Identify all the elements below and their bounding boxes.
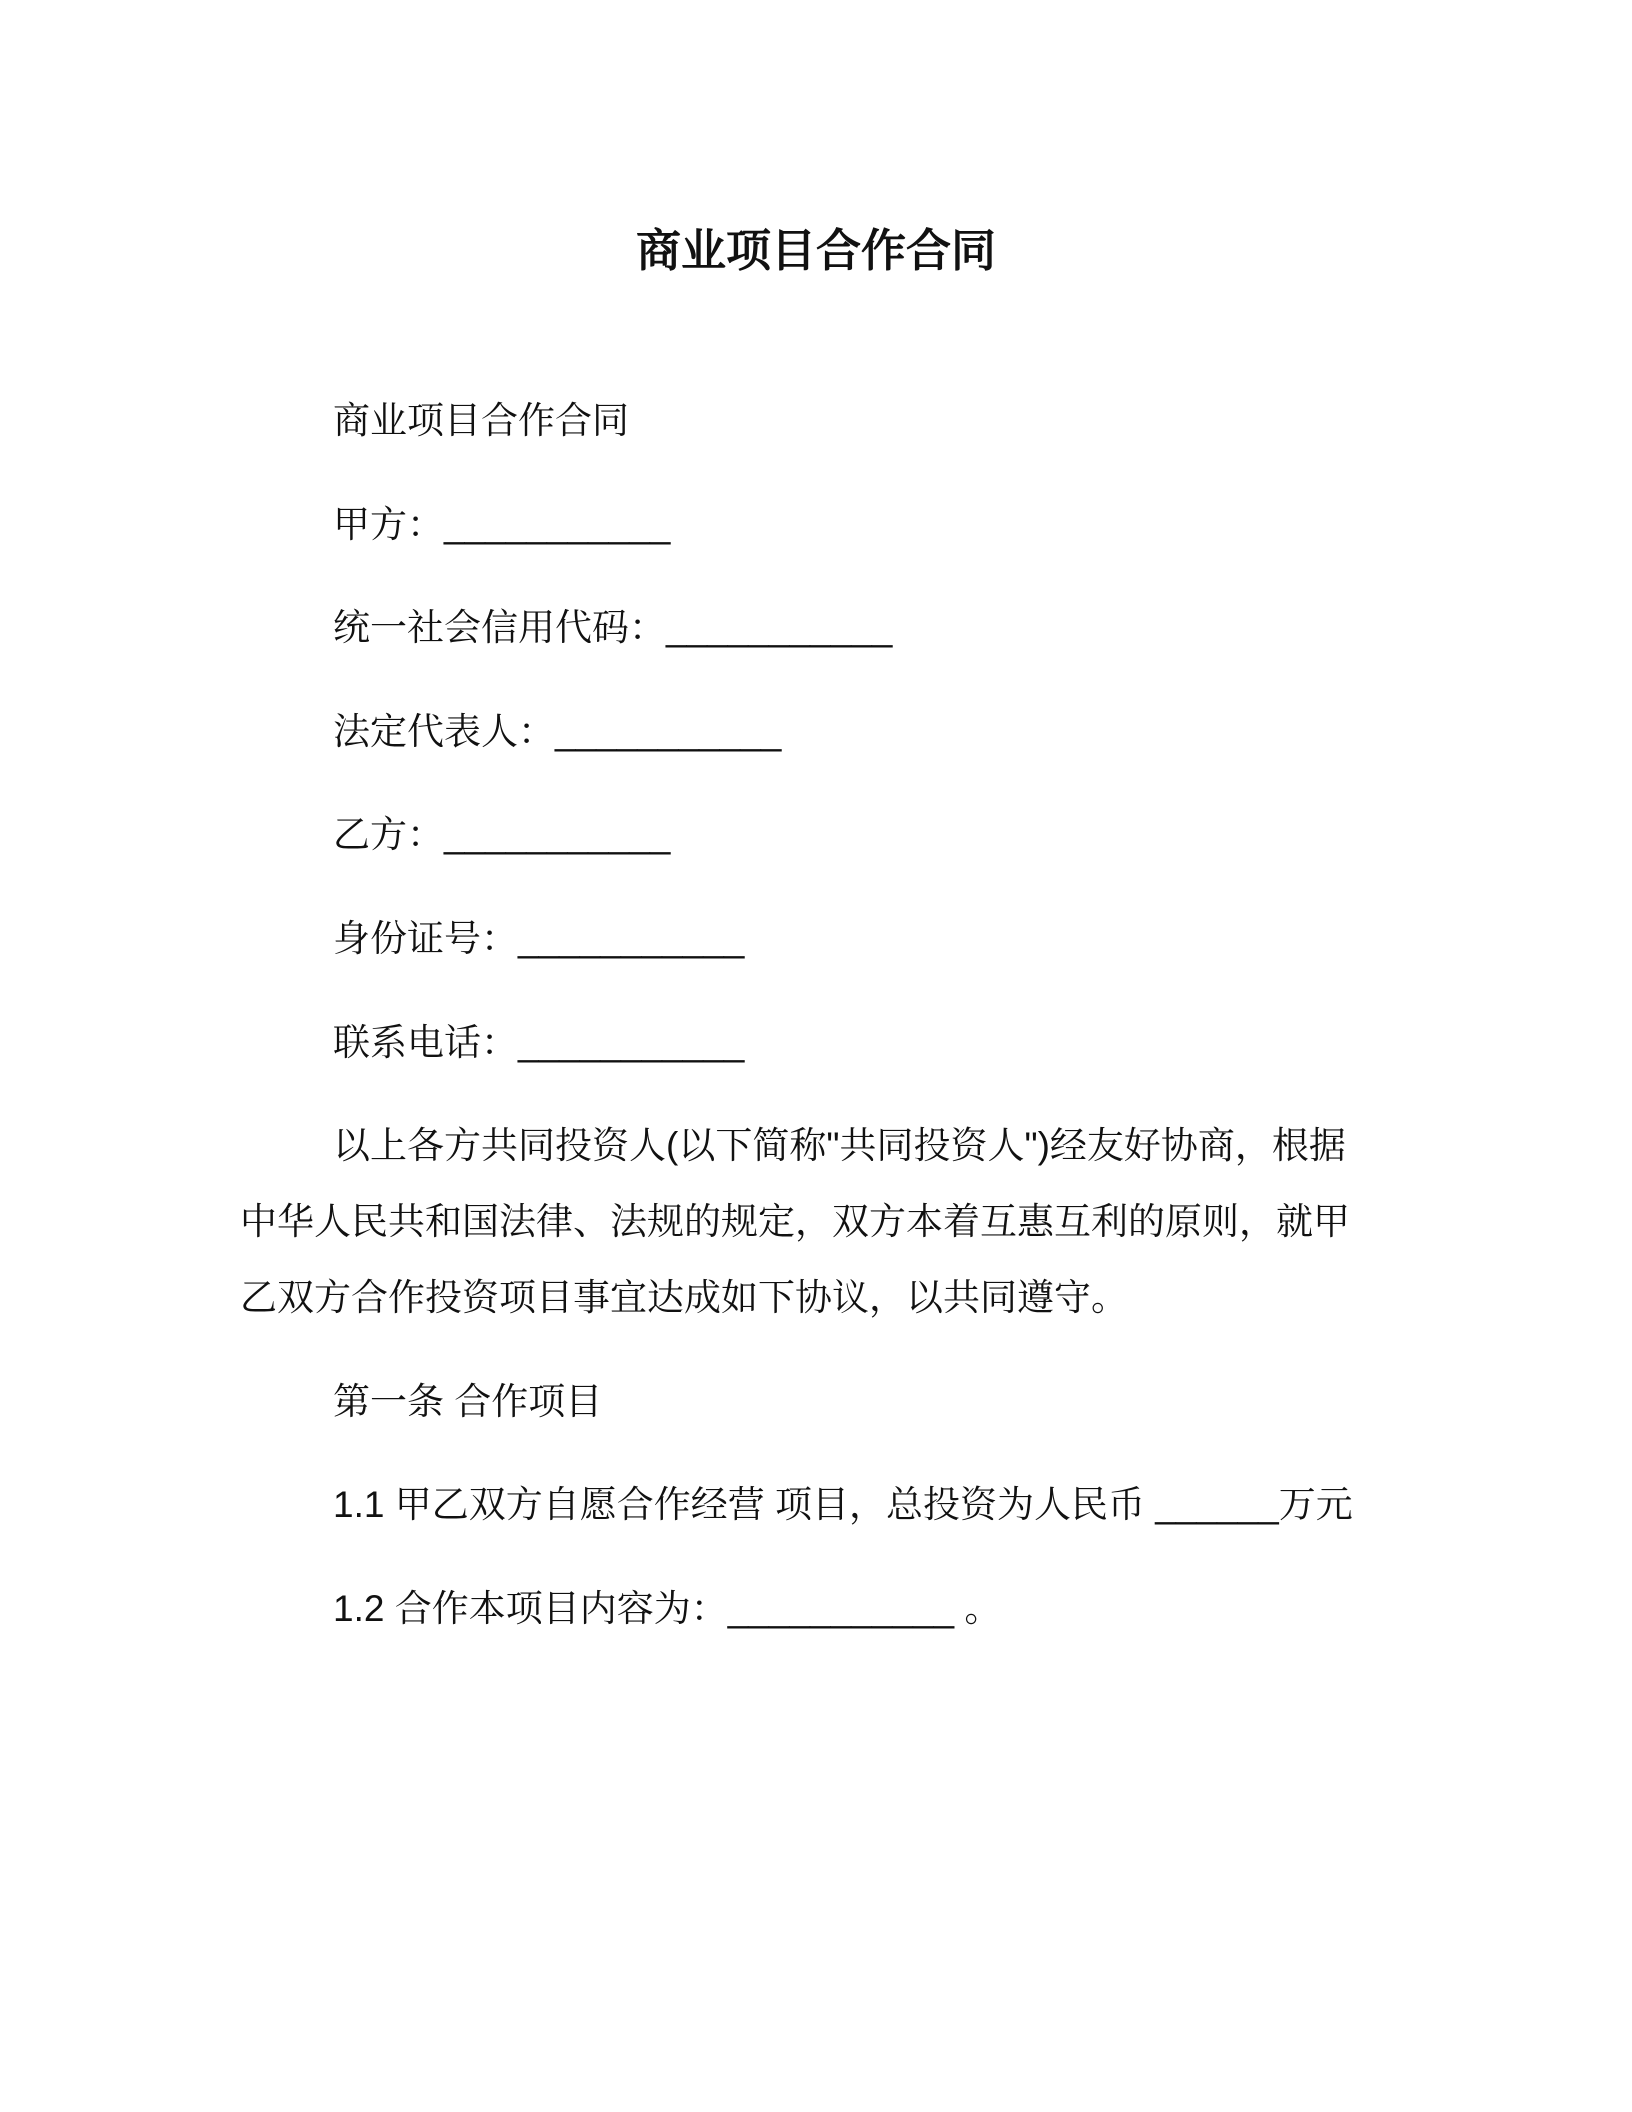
fill-in-blank: ___________ bbox=[444, 814, 671, 856]
field-label: 乙方： bbox=[333, 814, 444, 856]
article-1-heading: 第一条 合作项目 bbox=[333, 1380, 603, 1422]
fill-in-blank: ______ bbox=[1155, 1484, 1279, 1526]
field-label: 甲方： bbox=[333, 503, 444, 545]
field-party-a bbox=[240, 487, 1480, 563]
preamble-paragraph bbox=[240, 1108, 1480, 1336]
preamble-line: 乙双方合作投资项目事宜达成如下协议，以共同遵守。 bbox=[240, 1277, 1128, 1319]
contract-name-line: 商业项目合作合同 bbox=[333, 400, 629, 441]
fill-in-blank: ___________ bbox=[518, 917, 745, 959]
field-phone bbox=[240, 1005, 1480, 1081]
field-credit-code bbox=[240, 590, 1480, 666]
fill-in-blank: ___________ bbox=[666, 607, 893, 649]
field-legal-representative bbox=[240, 694, 1480, 770]
document-title: 商业项目合作合同 bbox=[635, 225, 996, 276]
field-id-number bbox=[240, 901, 1480, 977]
preamble-line: 以上各方共同投资人(以下简称"共同投资人")经友好协商，根据 bbox=[333, 1125, 1346, 1167]
clause-end-mark: 。 bbox=[954, 1587, 1002, 1629]
field-party-b bbox=[240, 797, 1480, 873]
clause-text: 1.1 甲乙双方自愿合作经营 项目，总投资为人民币 bbox=[333, 1484, 1156, 1526]
field-label: 法定代表人： bbox=[333, 710, 555, 752]
field-label: 身份证号： bbox=[333, 917, 518, 959]
fill-in-blank: ___________ bbox=[727, 1587, 955, 1629]
fill-in-blank: ___________ bbox=[555, 710, 782, 752]
preamble-line: 中华人民共和国法律、法规的规定，双方本着互惠互利的原则，就甲 bbox=[240, 1201, 1350, 1243]
field-label: 联系电话： bbox=[333, 1021, 518, 1063]
clause-text: 1.2 合作本项目内容为： bbox=[333, 1587, 728, 1629]
fill-in-blank: ___________ bbox=[444, 503, 671, 545]
field-label: 统一社会信用代码： bbox=[333, 607, 666, 649]
document-body bbox=[240, 383, 1480, 1675]
fill-in-blank: ___________ bbox=[518, 1021, 745, 1063]
amount-unit: 万元 bbox=[1278, 1484, 1353, 1526]
clause-1-1 bbox=[240, 1467, 1480, 1543]
clause-1-2 bbox=[240, 1571, 1480, 1647]
